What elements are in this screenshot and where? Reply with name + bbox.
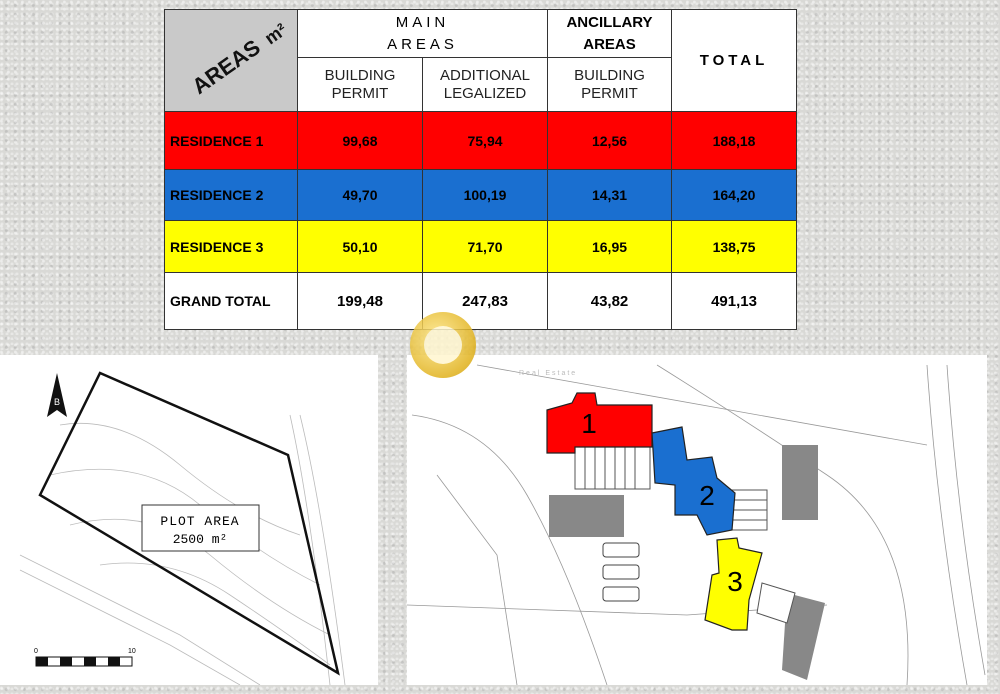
scale-bar (34, 648, 136, 666)
pool-1 (782, 445, 818, 520)
grand-total-ancillary: 43,82 (548, 273, 672, 330)
main-areas-line1: MAIN (395, 13, 450, 31)
site-plan-drawing (407, 355, 987, 685)
anc-building-line2: PERMIT (581, 84, 638, 102)
cell-ancillary: 16,95 (548, 221, 672, 273)
building-permit-line2: PERMIT (331, 84, 389, 102)
cell-ancillary: 14,31 (548, 170, 672, 221)
additional-line2: LEGALIZED (443, 84, 527, 102)
table-row-grand-total (165, 273, 797, 330)
plot-plan-drawing (0, 355, 378, 685)
areas-table (164, 9, 797, 330)
building-permit-line1: BUILDING (324, 66, 396, 84)
scale-start: 0 (34, 648, 38, 655)
building-2-label: 2 (699, 480, 715, 511)
main-areas-header (298, 10, 548, 58)
table-row-residence-1 (165, 112, 797, 170)
plot-area-value: 2500 m² (172, 532, 228, 547)
anc-building-line1: BUILDING (574, 66, 645, 84)
row-label: RESIDENCE 3 (165, 221, 298, 273)
cell-legalized: 71,70 (423, 221, 548, 273)
row-label: RESIDENCE 2 (165, 170, 298, 221)
table-row-residence-3 (165, 221, 797, 273)
site-plan-panel (407, 355, 987, 685)
building-1-label: 1 (581, 408, 597, 439)
cell-permit: 50,10 (298, 221, 423, 273)
ancillary-building-permit-header (548, 58, 672, 112)
table-row-residence-2 (165, 170, 797, 221)
ancillary-areas-header (548, 10, 672, 58)
table-corner (165, 10, 298, 112)
grand-total-permit: 199,48 (298, 273, 423, 330)
row-label: RESIDENCE 1 (165, 112, 298, 170)
corner-label: AREAS (187, 34, 265, 100)
scale-end: 10 (128, 648, 136, 655)
residence-2-footprint (652, 427, 735, 535)
cell-total: 164,20 (672, 170, 797, 221)
parking-spaces (603, 543, 639, 601)
svg-text:B: B (53, 397, 61, 407)
total-header: TOTAL (672, 10, 797, 112)
plot-plan-panel (0, 355, 378, 685)
cell-legalized: 100,19 (423, 170, 548, 221)
cell-total: 188,18 (672, 112, 797, 170)
main-areas-line2: AREAS (387, 35, 458, 53)
additional-legalized-header (423, 58, 548, 112)
watermark-logo-icon (410, 312, 476, 378)
cell-total: 138,75 (672, 221, 797, 273)
ancillary-line1: ANCILLARY (566, 13, 653, 31)
corner-unit: m² (260, 19, 291, 49)
pool-2 (549, 495, 624, 537)
grand-total-total: 491,13 (672, 273, 797, 330)
grand-total-label: GRAND TOTAL (165, 273, 298, 330)
cell-permit: 49,70 (298, 170, 423, 221)
building-3-label: 3 (727, 566, 743, 597)
cell-permit: 99,68 (298, 112, 423, 170)
additional-line1: ADDITIONAL (440, 66, 531, 84)
residence-1-footprint (547, 393, 652, 453)
grand-total-legalized: 247,83 (423, 273, 548, 330)
watermark-text: Real Estate (519, 370, 578, 377)
ancillary-line2: AREAS (583, 35, 636, 53)
cell-legalized: 75,94 (423, 112, 548, 170)
cell-ancillary: 12,56 (548, 112, 672, 170)
building-permit-header (298, 58, 423, 112)
plot-area-title: PLOT AREA (160, 514, 240, 529)
north-arrow-icon (47, 373, 67, 417)
